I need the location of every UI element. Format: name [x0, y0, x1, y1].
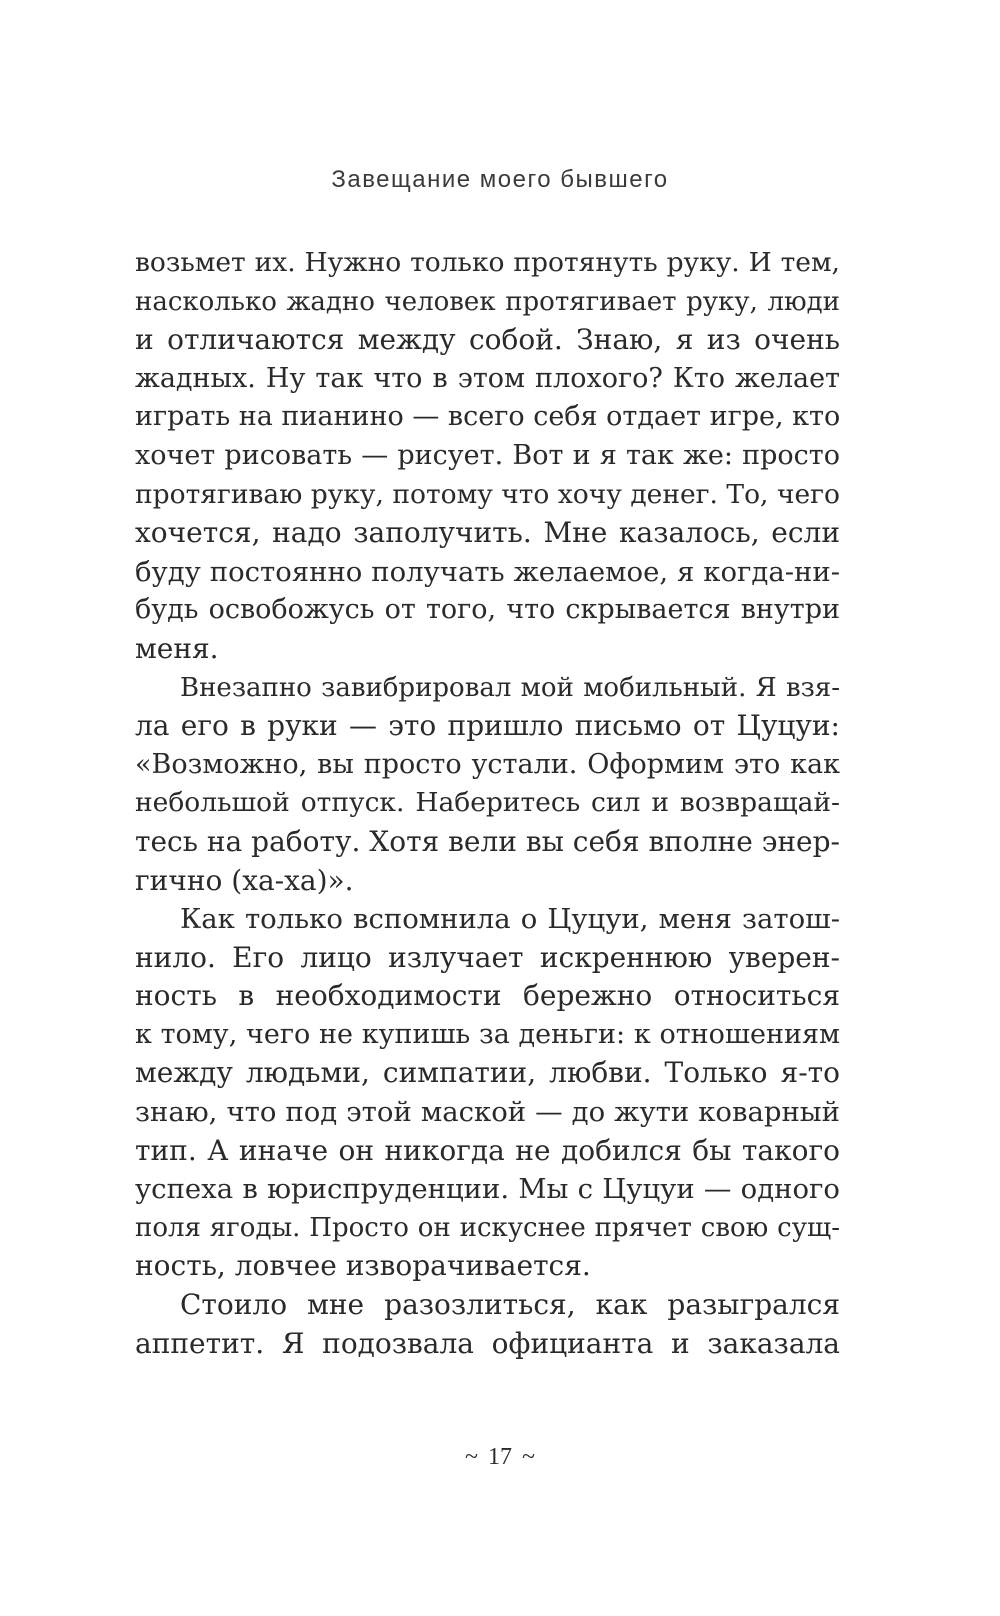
text-line: ность, ловчее изворачивается.	[135, 1249, 591, 1283]
text-line: к тому, чего не купишь за деньги: к отношениям	[135, 1018, 840, 1050]
text-line: поля ягоды. Просто он искуснее прячет свою сущ-	[135, 1212, 840, 1243]
text-line: успеха в юриспруденции. Мы с Цуцуи — одного	[135, 1173, 840, 1206]
text-line: меня.	[135, 631, 219, 665]
text-line: хочет рисовать — рисует. Вот и я так же: просто	[135, 439, 840, 471]
text-line: «Возможно, вы просто устали. Оформим это как	[135, 748, 840, 780]
text-line: Стоило мне разозлиться, как разыгрался	[180, 1288, 840, 1322]
text-line: ла его в руки — это пришло письмо от Цуцуи:	[135, 709, 840, 743]
text-line: возьмет их. Нужно только протянуть руку. И тем,	[135, 247, 840, 278]
running-header: Завещание моего бывшего	[331, 166, 669, 193]
folio-ornament-left: ~	[465, 1444, 478, 1470]
folio-ornament-right: ~	[522, 1444, 535, 1470]
text-line: Как только вспомнила о Цуцуи, меня затош-	[180, 903, 840, 936]
page-folio	[0, 1444, 1000, 1471]
text-line: играть на пианино — всего себя отдает игре, кто	[135, 401, 841, 433]
body-text	[135, 244, 840, 1363]
text-line: нило. Его лицо излучает искреннюю уверен-	[135, 940, 840, 974]
text-line: между людьми, симпатии, любви. Только я-то	[135, 1056, 840, 1090]
text-line: гично (ха-ха)».	[135, 863, 354, 897]
text-line: ность в необходимости бережно относиться	[135, 979, 840, 1013]
text-line: жадных. Ну так что в этом плохого? Кто желает	[135, 362, 840, 394]
text-line: и отличаются между собой. Знаю, я из очень	[135, 323, 840, 357]
text-line: будь освобожусь от того, что скрывается внутри	[135, 594, 840, 626]
text-line: Внезапно завибрировал мой мобильный. Я взя-	[180, 672, 840, 703]
page-number: 17	[488, 1444, 512, 1470]
text-line: тесь на работу. Хотя вели вы себя вполне энер-	[135, 824, 840, 858]
text-line: насколько жадно человек протягивает руку, люди	[135, 286, 840, 317]
text-line: тип. А иначе он никогда не добился бы такого	[135, 1133, 840, 1167]
text-line: протягиваю руку, потому что хочу денег. То, чего	[135, 478, 840, 510]
text-line: хочется, надо заполучить. Мне казалось, если	[135, 516, 840, 550]
text-line: знаю, что под этой маской — до жути коварный	[135, 1096, 840, 1129]
text-line: аппетит. Я подозвала официанта и заказала	[135, 1326, 840, 1360]
text-line: небольшой отпуск. Наберитесь сил и возвращай-	[135, 787, 840, 819]
text-line: буду постоянно получать желаемое, я когда-ни-	[135, 555, 840, 588]
